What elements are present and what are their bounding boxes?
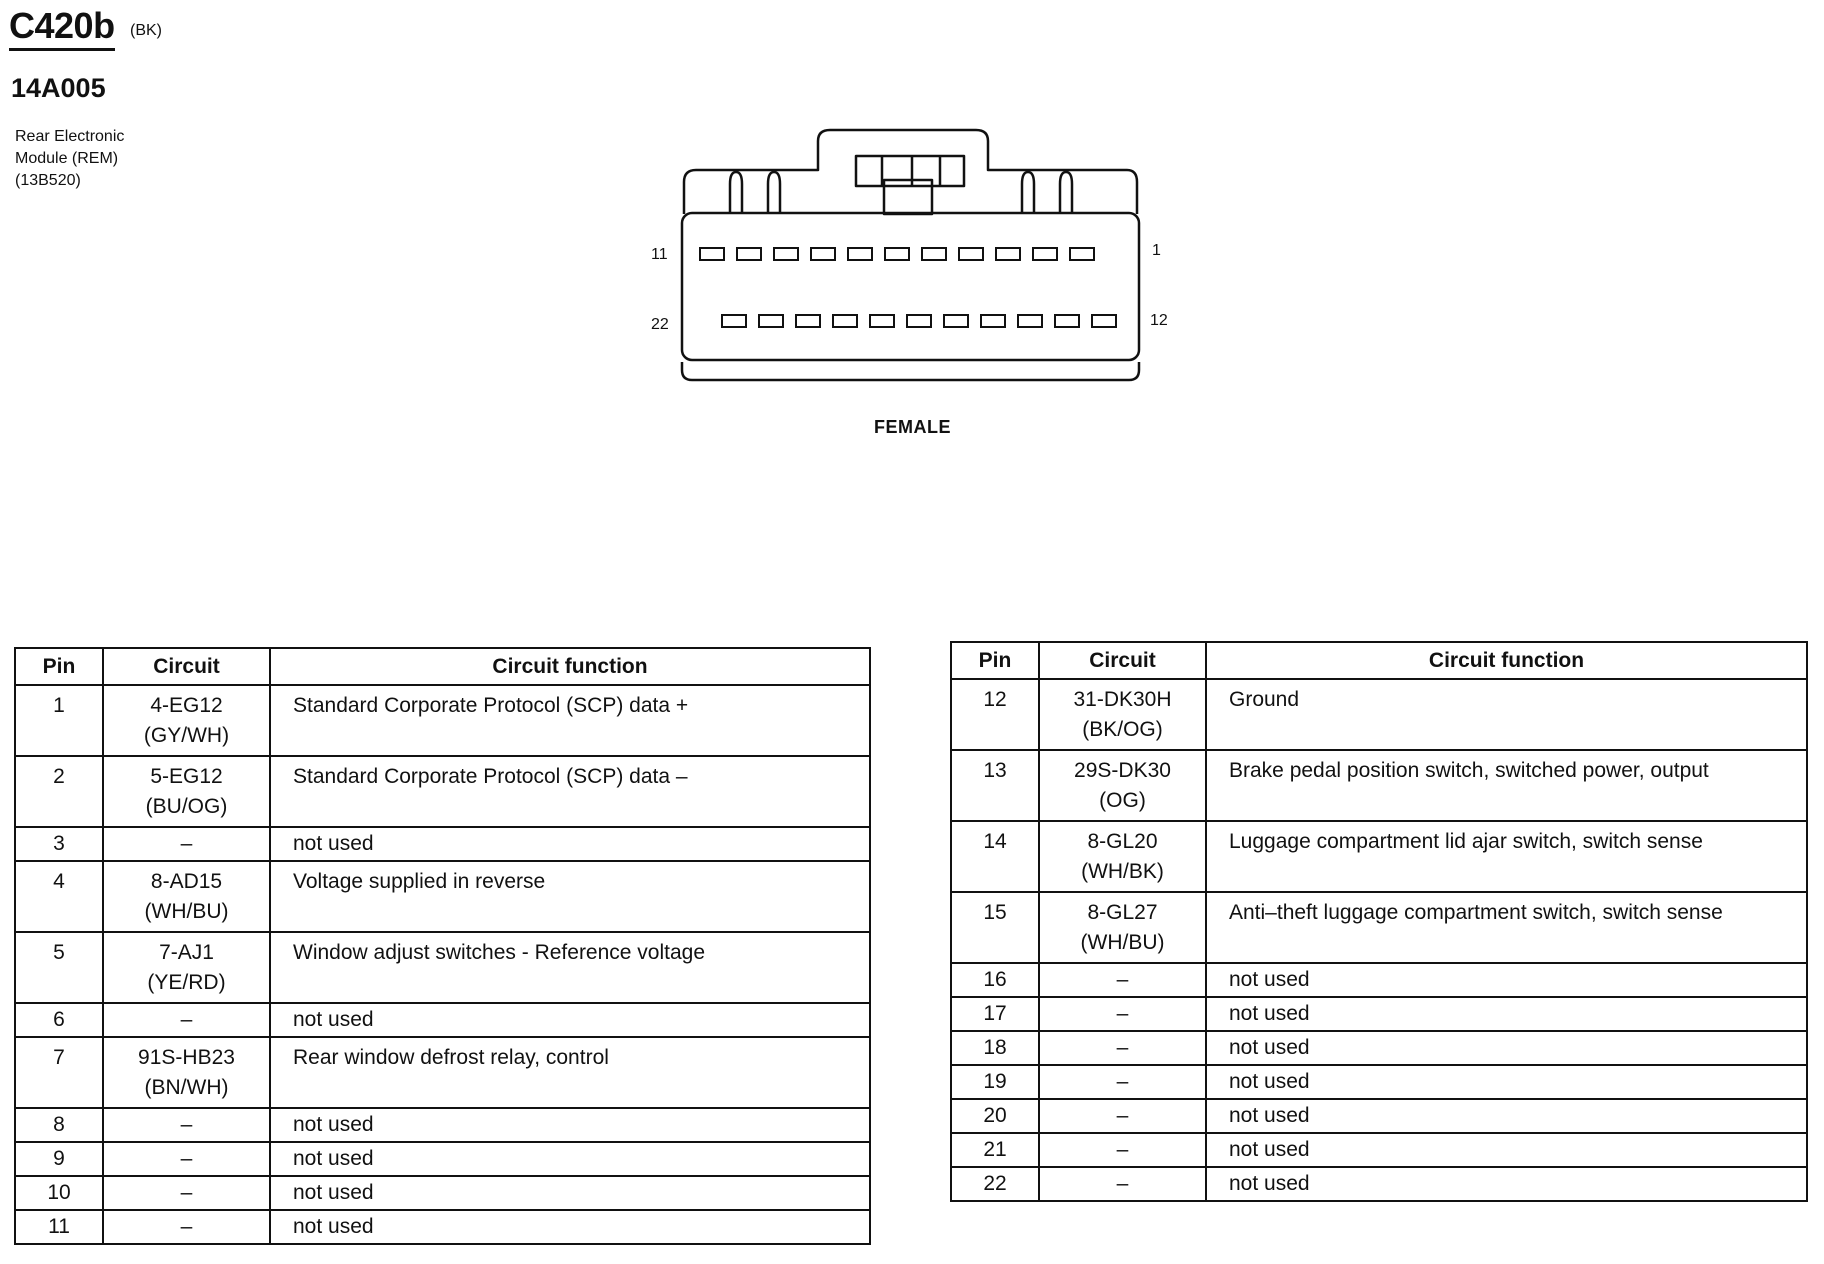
pin-table-row xyxy=(951,892,1807,963)
pin-cavity xyxy=(922,248,946,260)
circuit-cell xyxy=(1039,892,1206,963)
circuit-cell xyxy=(103,1037,270,1108)
connector-id: C420b xyxy=(9,5,115,51)
circuit-function-cell: not used xyxy=(1206,997,1807,1031)
circuit-wire-color: (OG) xyxy=(1099,789,1146,812)
circuit-cell xyxy=(1039,750,1206,821)
circuit-function-cell: not used xyxy=(1206,1065,1807,1099)
circuit-cell xyxy=(1039,821,1206,892)
pin-number-cell: 15 xyxy=(951,892,1039,963)
pin-number-cell: 5 xyxy=(15,932,103,1003)
pin-table-row xyxy=(15,756,870,827)
circuit-function-cell: Rear window defrost relay, control xyxy=(270,1037,870,1108)
circuit-function-cell: Ground xyxy=(1206,679,1807,750)
circuit-function-cell: not used xyxy=(270,1003,870,1037)
pin-cavity xyxy=(848,248,872,260)
column-header-circuit: Circuit xyxy=(103,648,270,685)
pin-label-top-right: 1 xyxy=(1152,242,1161,259)
pin-cavity xyxy=(870,315,894,327)
pin-table-row xyxy=(951,1031,1807,1065)
circuit-function-cell: Luggage compartment lid ajar switch, switch sense xyxy=(1206,821,1807,892)
circuit-number: – xyxy=(180,1215,193,1238)
circuit-function-cell: Standard Corporate Protocol (SCP) data – xyxy=(270,756,870,827)
column-header-pin: Pin xyxy=(15,648,103,685)
pin-table-row xyxy=(15,1210,870,1244)
circuit-cell xyxy=(103,685,270,756)
pin-label-bottom-right: 12 xyxy=(1150,312,1168,329)
pin-cavity xyxy=(796,315,820,327)
pin-table-row xyxy=(15,932,870,1003)
pin-table-row xyxy=(951,963,1807,997)
circuit-function-cell: Anti–theft luggage compartment switch, switch sense xyxy=(1206,892,1807,963)
column-header-pin: Pin xyxy=(951,642,1039,679)
circuit-cell xyxy=(103,1108,270,1142)
circuit-cell xyxy=(1039,963,1206,997)
connector-latch-tab xyxy=(1022,172,1034,214)
pin-table-row xyxy=(951,821,1807,892)
circuit-number: – xyxy=(1116,1002,1129,1025)
circuit-number: – xyxy=(1116,968,1129,991)
pin-table-row xyxy=(951,1133,1807,1167)
pin-number-cell: 6 xyxy=(15,1003,103,1037)
pin-number-cell: 7 xyxy=(15,1037,103,1108)
circuit-cell xyxy=(1039,1167,1206,1201)
pin-number-cell: 8 xyxy=(15,1108,103,1142)
connector-latch-tab xyxy=(1060,172,1072,214)
circuit-number: 8-GL20 xyxy=(1087,830,1158,853)
connector-main-body xyxy=(682,213,1139,360)
circuit-function-cell: not used xyxy=(270,1176,870,1210)
pin-cavity xyxy=(981,315,1005,327)
module-desc-line: Rear Electronic xyxy=(15,128,125,145)
pin-number-cell: 13 xyxy=(951,750,1039,821)
circuit-number: – xyxy=(180,1113,193,1136)
circuit-cell xyxy=(1039,1031,1206,1065)
circuit-cell xyxy=(103,1176,270,1210)
pin-table-row xyxy=(15,827,870,861)
pin-cavity xyxy=(1055,315,1079,327)
pin-number-cell: 4 xyxy=(15,861,103,932)
circuit-number: – xyxy=(180,832,193,855)
pin-table-row xyxy=(951,997,1807,1031)
connector-color-code: (BK) xyxy=(130,22,162,39)
module-desc-line: Module (REM) xyxy=(15,150,119,167)
column-header-circuit: Circuit xyxy=(1039,642,1206,679)
circuit-function-cell: Brake pedal position switch, switched power, output xyxy=(1206,750,1807,821)
circuit-cell xyxy=(103,932,270,1003)
circuit-function-cell: Voltage supplied in reverse xyxy=(270,861,870,932)
connector-gender-label: FEMALE xyxy=(874,417,951,437)
circuit-function-cell: not used xyxy=(270,1142,870,1176)
pin-table-row xyxy=(951,1065,1807,1099)
connector-latch-tab xyxy=(730,172,742,214)
circuit-wire-color: (WH/BU) xyxy=(144,900,229,923)
pin-table-row xyxy=(951,679,1807,750)
pin-table-left xyxy=(14,647,871,1245)
circuit-cell xyxy=(1039,997,1206,1031)
circuit-number: – xyxy=(1116,1070,1129,1093)
circuit-number: – xyxy=(1116,1172,1129,1195)
circuit-function-cell: not used xyxy=(270,1108,870,1142)
circuit-cell xyxy=(103,1142,270,1176)
column-header-function: Circuit function xyxy=(1206,642,1807,679)
circuit-function-cell: not used xyxy=(1206,1031,1807,1065)
pin-table-row xyxy=(15,1003,870,1037)
pin-cavity xyxy=(722,315,746,327)
pin-table-row xyxy=(15,1108,870,1142)
connector-latch-tab xyxy=(768,172,780,214)
circuit-wire-color: (BK/OG) xyxy=(1082,718,1163,741)
circuit-number: – xyxy=(1116,1138,1129,1161)
circuit-wire-color: (WH/BK) xyxy=(1081,860,1164,883)
pin-cavity xyxy=(1018,315,1042,327)
pin-cavity xyxy=(944,315,968,327)
circuit-number: 31-DK30H xyxy=(1073,688,1172,711)
pin-cavity xyxy=(1070,248,1094,260)
pin-cavity xyxy=(1092,315,1116,327)
pin-cavity xyxy=(885,248,909,260)
circuit-number: 8-GL27 xyxy=(1087,901,1158,924)
pin-cavity xyxy=(811,248,835,260)
circuit-cell xyxy=(1039,1065,1206,1099)
pin-table-row xyxy=(15,1176,870,1210)
circuit-number: – xyxy=(1116,1104,1129,1127)
pin-number-cell: 11 xyxy=(15,1210,103,1244)
pin-table-row xyxy=(15,1037,870,1108)
pin-table-row xyxy=(15,861,870,932)
circuit-function-cell: not used xyxy=(1206,963,1807,997)
module-desc-line: (13B520) xyxy=(15,172,81,189)
pin-table-row xyxy=(951,1167,1807,1201)
pin-label-bottom-left: 22 xyxy=(651,316,669,333)
circuit-number: – xyxy=(180,1008,193,1031)
circuit-wire-color: (GY/WH) xyxy=(143,724,230,747)
pin-number-cell: 20 xyxy=(951,1099,1039,1133)
pin-cavity xyxy=(959,248,983,260)
circuit-function-cell: Standard Corporate Protocol (SCP) data + xyxy=(270,685,870,756)
pin-number-cell: 14 xyxy=(951,821,1039,892)
circuit-wire-color: (WH/BU) xyxy=(1080,931,1165,954)
circuit-function-cell: not used xyxy=(270,1210,870,1244)
circuit-function-cell: not used xyxy=(1206,1167,1807,1201)
circuit-number: 4-EG12 xyxy=(150,694,223,717)
circuit-cell xyxy=(1039,1133,1206,1167)
circuit-wire-color: (BU/OG) xyxy=(145,795,228,818)
pin-number-cell: 22 xyxy=(951,1167,1039,1201)
circuit-number: 91S-HB23 xyxy=(138,1046,235,1069)
pin-number-cell: 12 xyxy=(951,679,1039,750)
pin-number-cell: 21 xyxy=(951,1133,1039,1167)
circuit-number: – xyxy=(1116,1036,1129,1059)
pin-number-cell: 3 xyxy=(15,827,103,861)
pin-table-row xyxy=(951,1099,1807,1133)
pin-table-right xyxy=(950,641,1808,1202)
pin-number-cell: 9 xyxy=(15,1142,103,1176)
circuit-function-cell: not used xyxy=(1206,1099,1807,1133)
circuit-cell xyxy=(103,1003,270,1037)
circuit-cell xyxy=(1039,1099,1206,1133)
circuit-function-cell: Window adjust switches - Reference voltage xyxy=(270,932,870,1003)
pin-number-cell: 16 xyxy=(951,963,1039,997)
pin-cavity xyxy=(996,248,1020,260)
pin-table-row xyxy=(951,750,1807,821)
pin-label-top-left: 11 xyxy=(651,246,668,263)
column-header-function: Circuit function xyxy=(270,648,870,685)
circuit-number: 29S-DK30 xyxy=(1074,759,1171,782)
pin-number-cell: 18 xyxy=(951,1031,1039,1065)
pin-table-row xyxy=(15,1142,870,1176)
circuit-function-cell: not used xyxy=(1206,1133,1807,1167)
circuit-number: – xyxy=(180,1147,193,1170)
pin-number-cell: 17 xyxy=(951,997,1039,1031)
pin-cavity xyxy=(833,315,857,327)
pin-number-cell: 19 xyxy=(951,1065,1039,1099)
circuit-number: 7-AJ1 xyxy=(159,941,214,964)
connector-lock-window xyxy=(856,156,964,186)
circuit-function-cell: not used xyxy=(270,827,870,861)
pin-table-row xyxy=(15,685,870,756)
pin-cavity xyxy=(907,315,931,327)
circuit-number: 5-EG12 xyxy=(150,765,223,788)
circuit-number: 8-AD15 xyxy=(150,870,223,893)
circuit-number: – xyxy=(180,1181,193,1204)
pin-cavity xyxy=(700,248,724,260)
pin-cavity xyxy=(1033,248,1057,260)
circuit-cell xyxy=(103,1210,270,1244)
circuit-cell xyxy=(103,756,270,827)
pin-number-cell: 1 xyxy=(15,685,103,756)
circuit-cell xyxy=(1039,679,1206,750)
circuit-wire-color: (BN/WH) xyxy=(144,1076,229,1099)
part-number: 14A005 xyxy=(11,73,106,103)
pin-cavity xyxy=(774,248,798,260)
pin-number-cell: 10 xyxy=(15,1176,103,1210)
pin-number-cell: 2 xyxy=(15,756,103,827)
circuit-cell xyxy=(103,861,270,932)
pin-cavity xyxy=(759,315,783,327)
circuit-cell xyxy=(103,827,270,861)
pin-cavity xyxy=(737,248,761,260)
circuit-wire-color: (YE/RD) xyxy=(147,971,226,994)
